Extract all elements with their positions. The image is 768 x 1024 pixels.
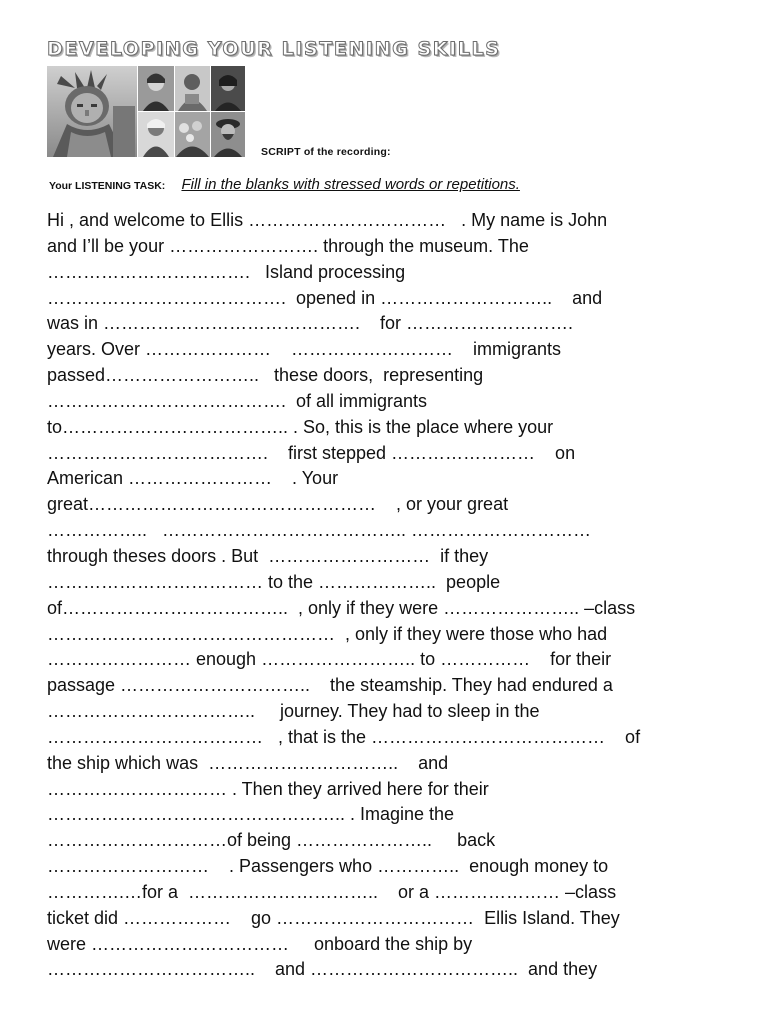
script-line: ……………………… . Passengers who ………….. enough money to bbox=[47, 856, 609, 877]
script-line: the ship which was ………………………….. and bbox=[47, 752, 449, 773]
script-line: …………………………of being ………………….. back bbox=[47, 830, 496, 851]
task-label: Your LISTENING TASK: bbox=[49, 180, 166, 192]
script-line: of……………………………….. , only if they were ………………….. –class bbox=[47, 597, 636, 618]
script-line: great………………………………………… , or your great bbox=[47, 494, 509, 515]
script-label: SCRIPT of the recording: bbox=[261, 146, 391, 158]
script-line: ………………………………………….. . Imagine the bbox=[47, 804, 455, 825]
immigrant-bearded-man-photo bbox=[211, 112, 245, 157]
script-line: American …………………… . Your bbox=[47, 468, 339, 489]
script-line: passed…………………….. these doors, representing bbox=[47, 365, 484, 386]
script-line: ……………………………… , that is the ………………………………… of bbox=[47, 726, 641, 747]
script-line: …………………… enough …………………….. to …………… for their bbox=[47, 649, 612, 670]
script-line: …………………………….. and …………………………….. and they bbox=[47, 959, 598, 980]
script-line: ……………………………… to the ……………….. people bbox=[47, 571, 501, 592]
script-line: …………………………………. opened in ……………………….. and bbox=[47, 287, 603, 308]
script-line: ………………………… . Then they arrived here for their bbox=[47, 778, 489, 799]
script-line: ………………………………………… , only if they were those who had bbox=[47, 623, 608, 644]
script-line: and I’ll be your ……………………. through the museum. The bbox=[47, 235, 529, 256]
task-instruction: Fill in the blanks with stressed words or repetitions. bbox=[181, 176, 520, 193]
listening-task bbox=[49, 176, 520, 194]
script-line: was in ……………………………………. for ………………………. bbox=[47, 313, 574, 334]
immigrant-family-photo bbox=[175, 112, 210, 157]
page-title: DEVELOPING YOUR LISTENING SKILLS bbox=[47, 38, 501, 60]
script-line: …………………………….. journey. They had to sleep in the bbox=[47, 701, 540, 722]
immigrant-woman-photo bbox=[138, 66, 174, 111]
script-line: Hi , and welcome to Ellis …………………………… . My name is John bbox=[47, 210, 608, 230]
statue-of-liberty-photo bbox=[47, 66, 137, 157]
script-line: ………………………………. first stepped …………………… on bbox=[47, 442, 576, 463]
script-line: were …………………………… onboard the ship by bbox=[47, 933, 473, 954]
script-line: ……………………………. Island processing bbox=[47, 261, 406, 282]
script-body bbox=[47, 208, 737, 983]
script-line: passage ………………………….. the steamship. They had endured a bbox=[47, 675, 613, 696]
immigrant-woman-2-photo bbox=[211, 66, 245, 111]
immigrant-child-photo bbox=[138, 112, 174, 157]
script-line: ………….…for a ………………………….. or a ………………… –class bbox=[47, 881, 617, 902]
script-line: to……………………………….. . So, this is the place where your bbox=[47, 416, 554, 437]
script-line: …………….. ………………………………….. ………………………… bbox=[47, 520, 592, 541]
script-line: through theses doors . But ……………………… if they bbox=[47, 545, 489, 566]
immigrant-man-photo bbox=[175, 66, 210, 111]
photo-collage bbox=[47, 66, 245, 157]
script-line: years. Over ………………… ……………………… immigrants bbox=[47, 339, 562, 360]
script-line: ticket did ……………… go …………………………… Ellis Island. They bbox=[47, 907, 620, 928]
script-line: …………………………………. of all immigrants bbox=[47, 390, 428, 411]
